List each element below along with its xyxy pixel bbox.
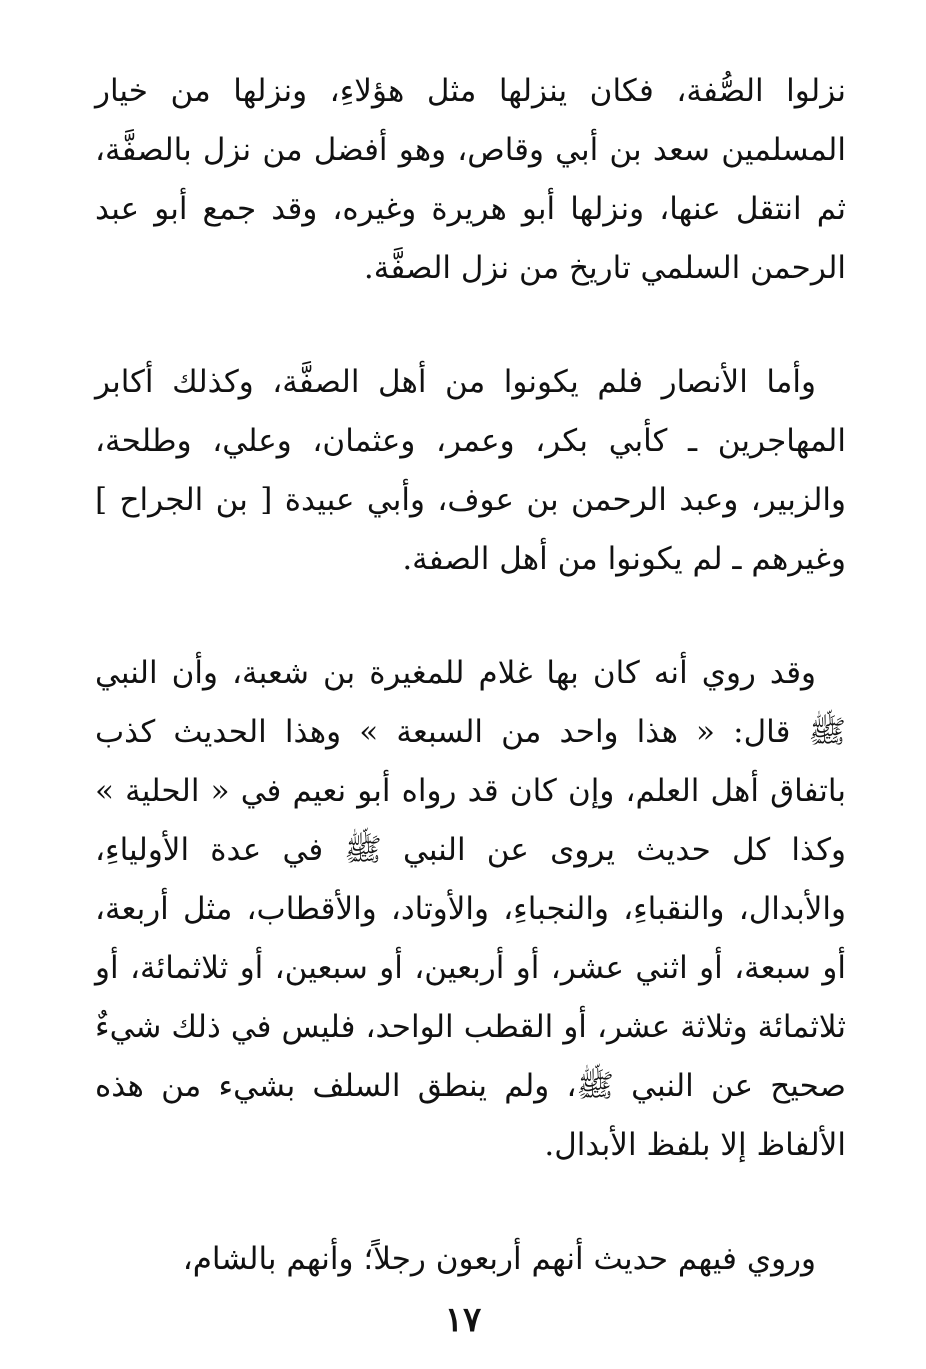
paragraph-forty-men: وروي فيهم حديث أنهم أربعون رجلاً؛ وأنهم بالشام، — [182, 1241, 816, 1277]
paragraph-mughira-hadith: وقد روي أنه كان بها غلام للمغيرة بن شعبة، وأن النبي ﷺ قال: « هذا واحد من السبعة » وهذا الحديث كذب باتفاق أهل العلم، وإن كان قد رواه أبو نعيم في « الحلية » وكذا كل حديث يروى عن النبي ﷺ في عدة الأولياءِ، والأبدال، والنقباءِ، والنجباءِ، والأوتاد، والأقطاب، مثل أربعة، أو سبعة، أو اثني عشر، أو أربعين، أو سبعين، أو ثلاثمائة، أو ثلاثمائة وثلاثة عشر، أو القطب الواحد، فليس في ذلك شيءٌ صحيح عن النبي ﷺ، ولم ينطق السلف بشيء من هذه الألفاظ إلا بلفظ الأبدال. — [95, 655, 846, 1163]
paragraph-ansar-muhajirin: وأما الأنصار فلم يكونوا من أهل الصفَّة، وكذلك أكابر المهاجرين ـ كأبي بكر، وعمر، وعثمان، وعلي، وطلحة، والزبير، وعبد الرحمن بن عوف، وأبي عبيدة [ بن الجراح ] وغيرهم ـ لم يكونوا من أهل الصفة. — [95, 364, 846, 577]
page-body — [95, 62, 846, 1329]
paragraph-ahl-al-suffa: نزلوا الصُّفة، فكان ينزلها مثل هؤلاءِ، ونزلها من خيار المسلمين سعد بن أبي وقاص، وهو أفضل من نزل بالصفَّة، ثم انتقل عنها، ونزلها أبو هريرة وغيره، وقد جمع أبو عبد الرحمن السلمي تاريخ من نزل الصفَّة. — [95, 73, 846, 286]
page-number: ١٧ — [444, 1300, 482, 1340]
